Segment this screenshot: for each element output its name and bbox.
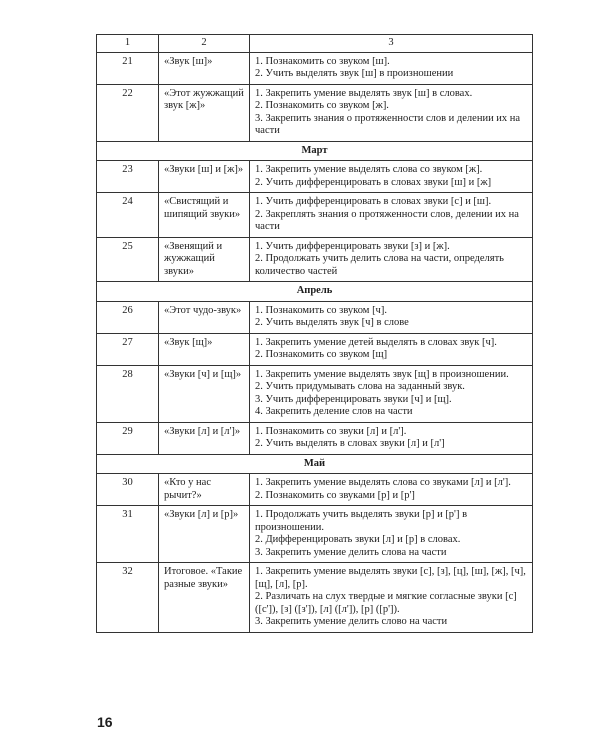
lesson-tasks xyxy=(250,506,533,563)
table-row xyxy=(97,563,533,633)
task-item: 2. Учить выделять в словах звуки [л] и [л'] xyxy=(255,438,445,449)
table-row xyxy=(97,237,533,282)
task-item: 1. Познакомить со звуком [ш]. xyxy=(255,55,390,67)
lesson-tasks xyxy=(250,52,533,84)
column-header-topic: 2 xyxy=(159,35,250,53)
lesson-number: 29 xyxy=(97,422,159,454)
table-row xyxy=(97,193,533,238)
table-row xyxy=(97,474,533,506)
lesson-topic: «Кто у нас рычит?» xyxy=(159,474,250,506)
task-item: 2. Учить придумывать слова на заданный звук. xyxy=(255,381,465,392)
table-row xyxy=(97,365,533,422)
lesson-topic: «Звенящий и жужжащий звуки» xyxy=(159,237,250,282)
lesson-topic: «Свистящий и шипящий звуки» xyxy=(159,193,250,238)
lesson-number: 26 xyxy=(97,301,159,333)
column-header-tasks: 3 xyxy=(250,35,533,53)
lesson-topic: «Звуки [л] и [л']» xyxy=(159,422,250,454)
task-item: 1. Продолжать учить выделять звуки [р] и [р'] в произношении. xyxy=(255,509,468,533)
lesson-number: 22 xyxy=(97,84,159,141)
lesson-topic: «Звуки [ш] и [ж]» xyxy=(159,161,250,193)
task-item: 1. Закрепить умение выделять слова со звуками [л] и [л']. xyxy=(255,477,511,488)
table-row xyxy=(97,506,533,563)
lesson-topic: «Этот чудо-звук» xyxy=(159,301,250,333)
lesson-number: 23 xyxy=(97,161,159,193)
lesson-topic: «Этот жужжащий звук [ж]» xyxy=(159,84,250,141)
lesson-tasks xyxy=(250,301,533,333)
task-item: 2. Закреплять знания о протяженности слов, делении их на части xyxy=(255,208,519,232)
table-row xyxy=(97,301,533,333)
month-label: Март xyxy=(97,141,533,161)
task-item: 2. Различать на слух твердые и мягкие согласные звуки [с] ([с']), [з] ([з']), [л] ([л']), [р] ([р']). xyxy=(255,591,517,615)
task-item: 2. Учить выделять звук [ш] в произношении xyxy=(255,68,454,79)
month-label: Май xyxy=(97,454,533,474)
lesson-number: 24 xyxy=(97,193,159,238)
task-item: 1. Закрепить умение выделять слова со звуком [ж]. xyxy=(255,164,483,175)
task-item: 1. Учить дифференцировать в словах звуки [с] и [ш]. xyxy=(255,196,492,207)
table-row xyxy=(97,52,533,84)
task-item: 2. Учить выделять звук [ч] в слове xyxy=(255,317,409,328)
table-row xyxy=(97,422,533,454)
task-item: 1. Учить дифференцировать звуки [з] и [ж]. xyxy=(255,240,450,252)
task-item: 1. Закрепить умение детей выделять в словах звук [ч]. xyxy=(255,336,497,348)
month-header-row xyxy=(97,282,533,302)
lesson-plan-body xyxy=(97,35,533,633)
task-item: 4. Закрепить деление слов на части xyxy=(255,406,413,417)
task-item: 2. Дифференцировать звуки [л] и [р] в словах. xyxy=(255,534,461,545)
table-row xyxy=(97,333,533,365)
lesson-topic: «Звуки [л] и [р]» xyxy=(159,506,250,563)
task-item: 2. Познакомить со звуками [р] и [р'] xyxy=(255,489,415,501)
page-number: 16 xyxy=(97,714,113,730)
lesson-topic: «Звуки [ч] и [щ]» xyxy=(159,365,250,422)
lesson-tasks xyxy=(250,237,533,282)
task-item: 2. Продолжать учить делить слова на части, определять количество частей xyxy=(255,253,504,277)
task-item: 1. Закрепить умение выделять звуки [с], [з], [ц], [ш], [ж], [ч], [щ], [л], [р]. xyxy=(255,566,526,590)
lesson-number: 32 xyxy=(97,563,159,633)
task-item: 3. Закрепить умение делить слова на части xyxy=(255,546,447,558)
lesson-number: 30 xyxy=(97,474,159,506)
month-label: Апрель xyxy=(97,282,533,302)
task-item: 3. Закрепить знания о протяженности слов и делении их на части xyxy=(255,112,521,136)
table-header-row xyxy=(97,35,533,53)
task-item: 2. Познакомить со звуком [щ] xyxy=(255,349,388,360)
lesson-number: 25 xyxy=(97,237,159,282)
task-item: 1. Закрепить умение выделять звук [щ] в произношении. xyxy=(255,368,509,380)
task-item: 1. Познакомить со звуком [ч]. xyxy=(255,304,387,316)
lesson-topic: «Звук [ш]» xyxy=(159,52,250,84)
task-item: 1. Познакомить со звуки [л] и [л']. xyxy=(255,425,407,437)
lesson-number: 27 xyxy=(97,333,159,365)
task-item: 3. Учить дифференцировать звуки [ч] и [щ]. xyxy=(255,393,452,405)
table-row xyxy=(97,161,533,193)
lesson-tasks xyxy=(250,474,533,506)
lesson-tasks xyxy=(250,422,533,454)
lesson-tasks xyxy=(250,563,533,633)
lesson-number: 21 xyxy=(97,52,159,84)
lesson-tasks xyxy=(250,84,533,141)
task-item: 2. Учить дифференцировать в словах звуки [ш] и [ж] xyxy=(255,176,492,188)
lesson-topic: Итоговое. «Такие разные звуки» xyxy=(159,563,250,633)
lesson-tasks xyxy=(250,333,533,365)
task-item: 1. Закрепить умение выделять звук [ш] в словах. xyxy=(255,87,473,99)
lesson-topic: «Звук [щ]» xyxy=(159,333,250,365)
lesson-number: 28 xyxy=(97,365,159,422)
column-header-number: 1 xyxy=(97,35,159,53)
lesson-tasks xyxy=(250,365,533,422)
lesson-number: 31 xyxy=(97,506,159,563)
task-item: 2. Познакомить со звуком [ж]. xyxy=(255,100,389,111)
lesson-tasks xyxy=(250,161,533,193)
lesson-tasks xyxy=(250,193,533,238)
task-item: 3. Закрепить умение делить слово на части xyxy=(255,616,448,627)
month-header-row xyxy=(97,141,533,161)
table-row xyxy=(97,84,533,141)
lesson-plan-table xyxy=(96,34,533,633)
month-header-row xyxy=(97,454,533,474)
